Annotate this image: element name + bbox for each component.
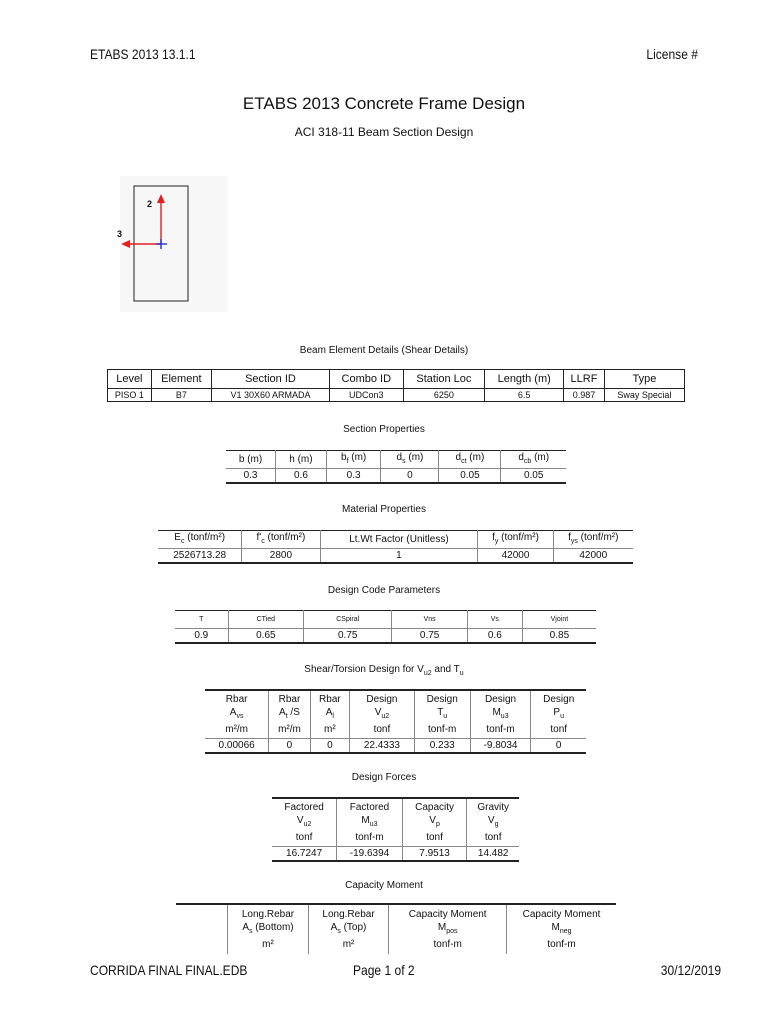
section-properties-cell: 0 (381, 469, 439, 484)
material-properties-header: $f'_c$ (tonf/m²) (242, 531, 320, 549)
table-row (175, 629, 596, 644)
shear-torsion-header: Design $M_{u3}$ tonf-m (470, 690, 531, 739)
beam-details-cell: 0.987 (564, 389, 605, 402)
design-forces-header: Gravity $V_g$ tonf (467, 798, 519, 847)
section-properties-header: $d_{ct}$ (m) (439, 451, 501, 469)
section-properties-cell: 0.3 (326, 469, 381, 484)
beam-section-diagram (117, 176, 228, 312)
material-properties-cell: 42000 (478, 549, 553, 564)
shear-torsion-cell: 0.233 (414, 739, 470, 754)
capacity-moment-header (176, 904, 228, 954)
footer-file: CORRIDA FINAL FINAL.EDB (90, 962, 248, 978)
design-forces-cell: 7.9513 (402, 847, 467, 862)
shear-torsion-cell: 22.4333 (350, 739, 415, 754)
material-properties-header: $f_{ys}$ (tonf/m²) (553, 531, 633, 549)
beam-details-cell: B7 (151, 389, 211, 402)
axis-3-arrowhead (121, 240, 130, 248)
capacity-moment-caption: Capacity Moment (345, 880, 423, 891)
design-code-caption: Design Code Parameters (327, 585, 441, 596)
section-properties-table (226, 450, 566, 484)
section-properties-cell: 0.05 (439, 469, 501, 484)
material-properties-cell: 42000 (553, 549, 633, 564)
section-properties-caption: Section Properties (343, 424, 425, 435)
axis-2-arrowhead (157, 194, 165, 203)
section-properties-header: h (m) (276, 451, 327, 469)
shear-torsion-caption: Shear/Torsion Design for $V_{u2}$ and $T_u$ (304, 664, 464, 677)
footer-page: Page 1 of 2 (353, 962, 415, 978)
beam-details-cell: 6.5 (485, 389, 564, 402)
shear-torsion-cell: 0 (269, 739, 310, 754)
material-properties-table (158, 530, 633, 564)
table-row (108, 389, 685, 402)
table-row (205, 739, 586, 754)
design-code-cell: 0.6 (467, 629, 522, 644)
design-code-header: Vs (467, 611, 522, 629)
beam-details-cell: UDCon3 (330, 389, 404, 402)
beam-details-caption: Beam Element Details (Shear Details) (299, 345, 469, 356)
design-code-header: CTied (228, 611, 303, 629)
material-properties-header: $f_y$ (tonf/m²) (478, 531, 553, 549)
app-version: ETABS 2013 13.1.1 (90, 46, 196, 62)
design-code-header: Vjoint (522, 611, 596, 629)
capacity-moment-header: Capacity Moment $M_{pos}$ tonf-m (389, 904, 507, 954)
design-forces-header: Capacity $V_p$ tonf (402, 798, 467, 847)
design-code-cell: 0.75 (304, 629, 392, 644)
shear-torsion-header: Design $V_{u2}$ tonf (350, 690, 415, 739)
section-figure (117, 176, 228, 312)
design-forces-header: Factored $V_{u2}$ tonf (272, 798, 337, 847)
table-row (226, 469, 566, 484)
beam-details-header: LLRF (564, 370, 605, 389)
design-code-cell: 0.85 (522, 629, 596, 644)
shear-torsion-header: Design $T_u$ tonf-m (414, 690, 470, 739)
shear-torsion-header: Rbar $A_t$ /S m²/m (269, 690, 310, 739)
axis-2-label: 2 (147, 199, 153, 209)
design-code-cell: 0.9 (175, 629, 228, 644)
material-properties-cell: 1 (320, 549, 478, 564)
shear-torsion-cell: 0 (310, 739, 349, 754)
table-row (158, 549, 633, 564)
design-forces-table (272, 797, 519, 862)
capacity-moment-header: Long.Rebar $A_s$ (Top) m² (308, 904, 389, 954)
axis-3-label: 3 (117, 229, 123, 239)
design-forces-cell: 16.7247 (272, 847, 337, 862)
section-properties-header: $d_{cb}$ (m) (501, 451, 566, 469)
beam-details-cell: PISO 1 (108, 389, 152, 402)
section-properties-cell: 0.6 (276, 469, 327, 484)
design-forces-cell: -19.6394 (337, 847, 403, 862)
beam-details-table (107, 369, 685, 402)
shear-torsion-header: Rbar $A_{vs}$ m²/m (205, 690, 269, 739)
beam-details-cell: 6250 (403, 389, 485, 402)
design-code-header: Vns (392, 611, 467, 629)
license-label: License # (646, 46, 698, 62)
shear-torsion-cell: 0.00066 (205, 739, 269, 754)
shear-torsion-header: Design $P_u$ tonf (531, 690, 586, 739)
capacity-moment-header: Long.Rebar $A_s$ (Bottom) m² (228, 904, 309, 954)
material-properties-header: $E_c$ (tonf/m²) (158, 531, 242, 549)
beam-details-header: Length (m) (485, 370, 564, 389)
design-code-header: CSpiral (304, 611, 392, 629)
beam-details-header: Level (108, 370, 152, 389)
design-code-cell: 0.65 (228, 629, 303, 644)
beam-details-header: Element (151, 370, 211, 389)
shear-torsion-table (205, 689, 586, 754)
beam-details-header: Station Loc (403, 370, 485, 389)
material-properties-header: Lt.Wt Factor (Unitless) (320, 531, 478, 549)
capacity-moment-table (176, 903, 616, 954)
section-properties-header: $b_f$ (m) (326, 451, 381, 469)
page-subtitle: ACI 318-11 Beam Section Design (294, 125, 474, 139)
design-code-cell: 0.75 (392, 629, 467, 644)
section-properties-cell: 0.05 (501, 469, 566, 484)
material-properties-cell: 2526713.28 (158, 549, 242, 564)
section-properties-header: $d_s$ (m) (381, 451, 439, 469)
beam-details-header: Type (604, 370, 684, 389)
footer-date: 30/12/2019 (660, 962, 721, 978)
design-forces-header: Factored $M_{u3}$ tonf-m (337, 798, 403, 847)
design-code-header: T (175, 611, 228, 629)
material-properties-caption: Material Properties (342, 504, 426, 515)
beam-details-cell: V1 30X60 ARMADA (211, 389, 329, 402)
section-properties-header: b (m) (226, 451, 276, 469)
beam-details-header: Combo ID (330, 370, 404, 389)
design-forces-cell: 14.482 (467, 847, 519, 862)
material-properties-cell: 2800 (242, 549, 320, 564)
beam-details-header: Section ID (211, 370, 329, 389)
beam-details-cell: Sway Special (604, 389, 684, 402)
section-properties-cell: 0.3 (226, 469, 276, 484)
shear-torsion-cell: 0 (531, 739, 586, 754)
design-forces-caption: Design Forces (351, 772, 417, 783)
shear-torsion-cell: -9.8034 (470, 739, 531, 754)
shear-torsion-header: Rbar $A_l$ m² (310, 690, 349, 739)
capacity-moment-header: Capacity Moment $M_{neg}$ tonf-m (507, 904, 616, 954)
design-code-table (175, 610, 596, 644)
table-row (272, 847, 519, 862)
page-title: ETABS 2013 Concrete Frame Design (242, 94, 526, 113)
